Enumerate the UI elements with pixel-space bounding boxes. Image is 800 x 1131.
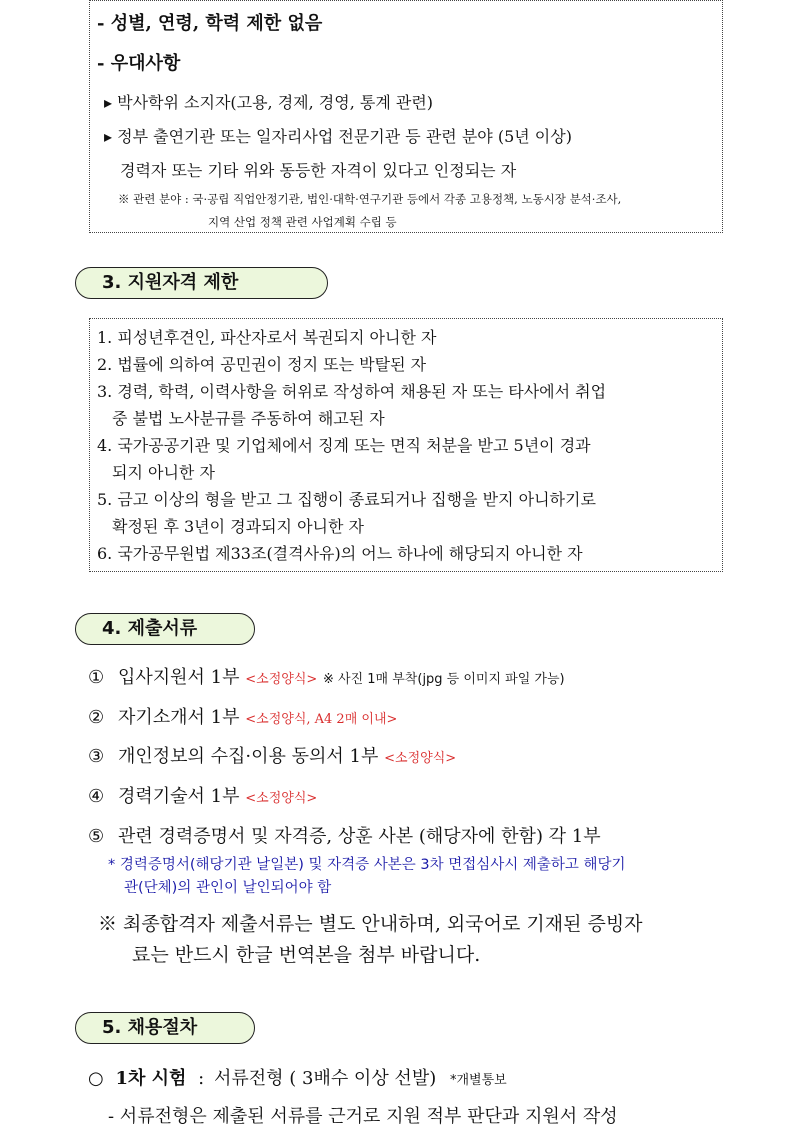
form-tag: <소정양식> xyxy=(384,751,457,766)
item-text: 경력기술서 1부 xyxy=(118,786,240,807)
restriction-line-3: 3. 경력, 학력, 이력사항을 허위로 작성하여 채용된 자 또는 타사에서 취업 xyxy=(97,382,607,401)
item-text: 개인정보의 수집·이용 동의서 1부 xyxy=(118,746,379,767)
step-label: 1차 시험 xyxy=(115,1068,187,1089)
preference-item-2-cont: 경력자 또는 기타 위와 동등한 자격이 있다고 인정되는 자 xyxy=(120,161,517,180)
restriction-box xyxy=(89,318,723,572)
no-restriction-item: - 성별, 연령, 학력 제한 없음 xyxy=(97,13,323,34)
item-number: ⑤ xyxy=(88,826,105,847)
item-number: ③ xyxy=(88,746,105,767)
qualification-box xyxy=(89,0,723,233)
final-documents-note: ※ 최종합격자 제출서류는 별도 안내하며, 외국어로 기재된 증빙자 xyxy=(98,913,643,935)
preference-heading: - 우대사항 xyxy=(97,53,181,74)
item-text: 입사지원서 1부 xyxy=(118,667,240,688)
step-colon: : xyxy=(198,1068,205,1089)
document-item-1 xyxy=(88,663,565,689)
restriction-line-5: 5. 금고 이상의 형을 받고 그 집행이 종료되거나 집행을 받지 아니하기로 xyxy=(97,490,596,509)
restriction-line-5-cont: 확정된 후 3년이 경과되지 아니한 자 xyxy=(112,517,364,536)
circle-bullet: ○ xyxy=(88,1068,104,1089)
item-number: ④ xyxy=(88,786,105,807)
step-description: - 서류전형은 제출된 서류를 근거로 지원 적부 판단과 지원서 작성 xyxy=(108,1106,618,1127)
document-item-4 xyxy=(88,782,317,808)
section-5-title: 5. 채용절차 xyxy=(75,1012,255,1044)
restriction-line-2: 2. 법률에 의하여 공민권이 정지 또는 박탈된 자 xyxy=(97,355,427,374)
item-text: 관련 경력증명서 및 자격증, 상훈 사본 (해당자에 한함) 각 1부 xyxy=(118,826,601,847)
preference-item-1: ▸ 박사학위 소지자(고용, 경제, 경영, 통계 관련) xyxy=(104,93,434,112)
item-number: ① xyxy=(88,667,105,688)
restriction-line-4-cont: 되지 아니한 자 xyxy=(112,463,215,482)
photo-note: ※ 사진 1매 부착(jpg 등 이미지 파일 가능) xyxy=(323,672,565,687)
step-text: 서류전형 ( 3배수 이상 선발) xyxy=(213,1068,437,1089)
restriction-line-1: 1. 피성년후견인, 파산자로서 복권되지 아니한 자 xyxy=(97,328,437,347)
restriction-line-3-cont: 중 불법 노사분규를 주동하여 해고된 자 xyxy=(112,409,385,428)
preference-item-2: ▸ 정부 출연기관 또는 일자리사업 전문기관 등 관련 분야 (5년 이상) xyxy=(104,127,572,146)
form-tag: <소정양식, A4 2매 이내> xyxy=(245,712,398,727)
certificate-note: * 경력증명서(해당기관 날일본) 및 자격증 사본은 3차 면접심사시 제출하고 해당기 xyxy=(108,857,626,873)
form-tag: <소정양식> xyxy=(245,672,318,687)
item-number: ② xyxy=(88,707,105,728)
related-field-note-cont: 지역 산업 정책 관련 사업계획 수립 등 xyxy=(208,215,397,229)
section-3-title: 3. 지원자격 제한 xyxy=(75,267,328,299)
document-item-2 xyxy=(88,703,397,729)
document-item-5 xyxy=(88,822,601,848)
first-exam-step xyxy=(88,1064,507,1090)
section-4-title: 4. 제출서류 xyxy=(75,613,255,645)
certificate-note-cont: 관(단체)의 관인이 날인되어야 함 xyxy=(124,880,332,896)
restriction-line-4: 4. 국가공공기관 및 기업체에서 징계 또는 면직 처분을 받고 5년이 경과 xyxy=(97,436,591,455)
document-item-3 xyxy=(88,742,456,768)
step-note: *개별통보 xyxy=(449,1073,507,1088)
form-tag: <소정양식> xyxy=(245,791,318,806)
item-text: 자기소개서 1부 xyxy=(118,707,240,728)
restriction-line-6: 6. 국가공무원법 제33조(결격사유)의 어느 하나에 해당되지 아니한 자 xyxy=(97,544,583,563)
final-documents-note-cont: 료는 반드시 한글 번역본을 첨부 바랍니다. xyxy=(132,944,481,966)
related-field-note: ※ 관련 분야 : 국·공립 직업안정기관, 법인·대학·연구기관 등에서 각종 고용정책, 노동시장 분석·조사, xyxy=(118,192,622,206)
